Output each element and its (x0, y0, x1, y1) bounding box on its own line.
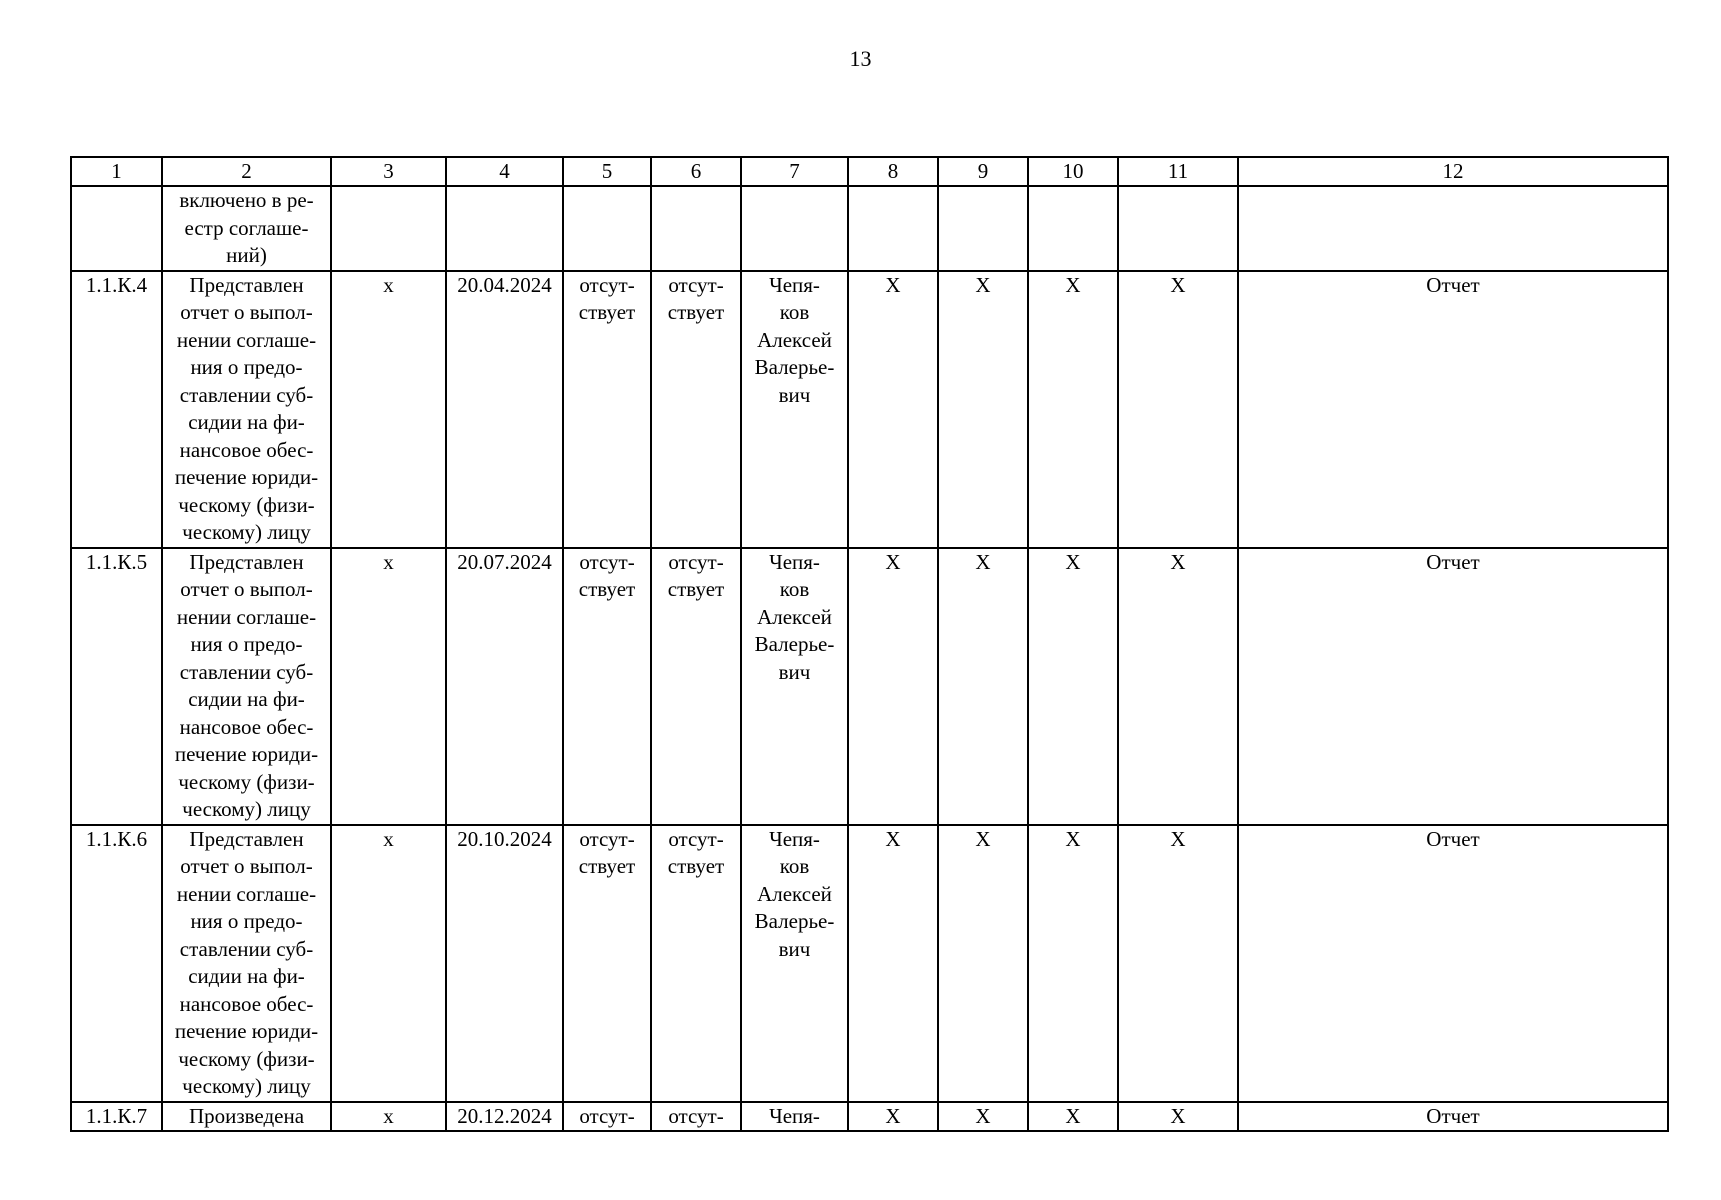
row-col9: Х (938, 825, 1028, 1102)
column-header: 9 (938, 157, 1028, 186)
row-col10: Х (1028, 271, 1118, 548)
row-col9: Х (938, 271, 1028, 548)
row-col12: Отчет (1238, 1102, 1668, 1131)
row-responsible: Чепя- ков Алексей Валерье- вич (741, 825, 848, 1102)
column-header: 3 (331, 157, 446, 186)
row-col3: х (331, 1102, 446, 1131)
row-date: 20.07.2024 (446, 548, 563, 825)
column-header: 2 (162, 157, 331, 186)
row-date: 20.04.2024 (446, 271, 563, 548)
row-description: Представлен отчет о выпол- нении соглаше- ния о предо- ставлении суб- сидии на фи- нансовое обес- печение юриди- ческому (физи- ческому) лицу (162, 548, 331, 825)
row-col6: отсут- ствует (651, 548, 741, 825)
row-col3: х (331, 548, 446, 825)
row-description: Представлен отчет о выпол- нении соглаше- ния о предо- ставлении суб- сидии на фи- нансовое обес- печение юриди- ческому (физи- ческому) лицу (162, 825, 331, 1102)
row-date: 20.12.2024 (446, 1102, 563, 1131)
row-col10: Х (1028, 548, 1118, 825)
row-col11: Х (1118, 825, 1238, 1102)
column-header: 5 (563, 157, 651, 186)
row-col5: отсут- ствует (563, 271, 651, 548)
row-col12: Отчет (1238, 271, 1668, 548)
column-header: 4 (446, 157, 563, 186)
row-col6: отсут- ствует (651, 271, 741, 548)
row-col8: Х (848, 548, 938, 825)
row-responsible: Чепя- ков Алексей Валерье- вич (741, 548, 848, 825)
column-header: 7 (741, 157, 848, 186)
table-row-truncated (71, 1102, 1668, 1131)
row-col6: отсут- ствует (651, 825, 741, 1102)
row-code: 1.1.К.6 (71, 825, 162, 1102)
row-col9: Х (938, 1102, 1028, 1131)
row-col10: Х (1028, 1102, 1118, 1131)
table-row (71, 271, 1668, 548)
row-description: Представлен отчет о выпол- нении соглаше- ния о предо- ставлении суб- сидии на фи- нансовое обес- печение юриди- ческому (физи- ческому) лицу (162, 271, 331, 548)
row-responsible: Чепя- (741, 1102, 848, 1131)
row-col5: отсут- ствует (563, 548, 651, 825)
row-col11: Х (1118, 548, 1238, 825)
continuation-text: включено в ре- естр соглаше- ний) (162, 186, 331, 271)
row-col8: Х (848, 271, 938, 548)
row-col12: Отчет (1238, 825, 1668, 1102)
column-header: 10 (1028, 157, 1118, 186)
column-header: 12 (1238, 157, 1668, 186)
table-row-continuation (71, 186, 1668, 271)
table-row (71, 825, 1668, 1102)
row-col9: Х (938, 548, 1028, 825)
row-col3: х (331, 825, 446, 1102)
page-number: 13 (849, 46, 872, 71)
row-date: 20.10.2024 (446, 825, 563, 1102)
row-col5: отсут- ствует (563, 825, 651, 1102)
table-row (71, 548, 1668, 825)
row-col6: отсут- (651, 1102, 741, 1131)
row-responsible: Чепя- ков Алексей Валерье- вич (741, 271, 848, 548)
row-col11: Х (1118, 271, 1238, 548)
row-col8: Х (848, 1102, 938, 1131)
row-col5: отсут- (563, 1102, 651, 1131)
header-row (71, 157, 1668, 186)
row-code: 1.1.К.4 (71, 271, 162, 548)
row-col8: Х (848, 825, 938, 1102)
column-header: 6 (651, 157, 741, 186)
row-code: 1.1.К.5 (71, 548, 162, 825)
row-col12: Отчет (1238, 548, 1668, 825)
column-header: 8 (848, 157, 938, 186)
row-code: 1.1.К.7 (71, 1102, 162, 1131)
column-header: 1 (71, 157, 162, 186)
document-table (70, 156, 1669, 1132)
column-header: 11 (1118, 157, 1238, 186)
row-col10: Х (1028, 825, 1118, 1102)
row-col11: Х (1118, 1102, 1238, 1131)
row-col3: х (331, 271, 446, 548)
row-description: Произведена (162, 1102, 331, 1131)
